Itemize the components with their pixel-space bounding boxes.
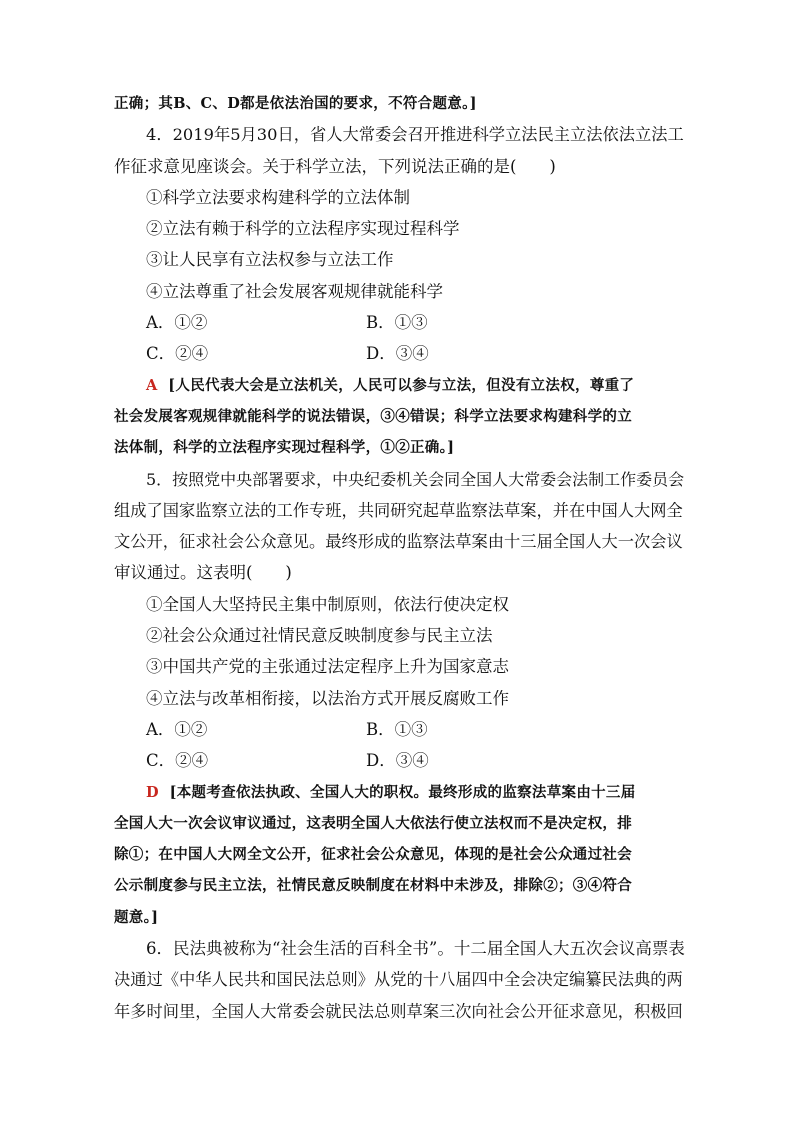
option-row bbox=[114, 745, 688, 776]
option-d: D．③④ bbox=[366, 344, 429, 364]
analysis-line: 社会发展客观规律就能科学的说法错误，③④错误；科学立法要求构建科学的立 bbox=[114, 407, 632, 425]
option-row bbox=[114, 338, 688, 369]
previous-analysis-tail: 正确；其B、C、D都是依法治国的要求，不符合题意。] bbox=[114, 95, 477, 112]
document-page bbox=[114, 88, 688, 1027]
analysis-line: 公示制度参与民主立法，社情民意反映制度在材料中未涉及，排除②；③④符合 bbox=[114, 877, 632, 895]
answer-letter: D bbox=[146, 783, 159, 801]
analysis-line: 题意。] bbox=[114, 908, 159, 926]
question-4 bbox=[114, 119, 688, 463]
question-stem-line: 6．民法典被称为“社会生活的百科全书”。十二届全国人大五次会议高票表 bbox=[146, 939, 685, 959]
question-6 bbox=[114, 933, 688, 1027]
statement-item: ①全国人大坚持民主集中制原则，依法行使决定权 bbox=[146, 594, 509, 614]
analysis-line: 除①；在中国人大网全文公开，征求社会公众意见，体现的是社会公众通过社会 bbox=[114, 846, 632, 864]
option-a: A．①② bbox=[146, 719, 208, 739]
option-d: D．③④ bbox=[366, 751, 429, 771]
option-c: C．②④ bbox=[146, 344, 209, 364]
analysis-text: [本题考查依法执政、全国人大的职权。最终形成的监察法草案由十三届 bbox=[169, 783, 636, 801]
option-row bbox=[114, 714, 688, 745]
statement-item: ①科学立法要求构建科学的立法体制 bbox=[146, 187, 410, 207]
analysis-line: 全国人大一次会议审议通过，这表明全国人大依法行使立法权而不是决定权，排 bbox=[114, 814, 632, 832]
option-row bbox=[114, 307, 688, 338]
statement-item: ②立法有赖于科学的立法程序实现过程科学 bbox=[146, 219, 460, 239]
question-stem-line: 决通过《中华人民共和国民法总则》从党的十八届四中全会决定编纂民法典的两 bbox=[114, 970, 683, 990]
question-stem-line: 审议通过。这表明( ) bbox=[114, 563, 292, 583]
statement-item: ④立法与改革相衔接，以法治方式开展反腐败工作 bbox=[146, 688, 509, 708]
option-b: B．①③ bbox=[366, 313, 428, 333]
question-stem-line: 5．按照党中央部署要求，中央纪委机关会同全国人大常委会法制工作委员会 bbox=[146, 469, 685, 489]
statement-item: ③让人民享有立法权参与立法工作 bbox=[146, 250, 394, 270]
question-stem-line: 文公开，征求社会公众意见。最终形成的监察法草案由十三届全国人大一次会议 bbox=[114, 532, 683, 552]
question-5 bbox=[114, 464, 688, 933]
option-c: C．②④ bbox=[146, 751, 209, 771]
statement-item: ③中国共产党的主张通过法定程序上升为国家意志 bbox=[146, 657, 509, 677]
analysis-line: 法体制，科学的立法程序实现过程科学，①②正确。] bbox=[114, 439, 455, 457]
statement-item: ④立法尊重了社会发展客观规律就能科学 bbox=[146, 281, 443, 301]
analysis-line bbox=[114, 370, 688, 401]
question-stem-line: 年多时间里，全国人大常委会就民法总则草案三次向社会公开征求意见，积极回 bbox=[114, 1001, 683, 1021]
option-a: A．①② bbox=[146, 313, 208, 333]
question-stem-line: 作征求意见座谈会。关于科学立法，下列说法正确的是( ) bbox=[114, 156, 556, 176]
question-stem-line: 组成了国家监察立法的工作专班，共同研究起草监察法草案，并在中国人大网全 bbox=[114, 500, 683, 520]
answer-letter: A bbox=[146, 376, 158, 394]
statement-item: ②社会公众通过社情民意反映制度参与民主立法 bbox=[146, 626, 493, 646]
option-b: B．①③ bbox=[366, 719, 428, 739]
analysis-text: [人民代表大会是立法机关，人民可以参与立法，但没有立法权，尊重了 bbox=[168, 376, 635, 394]
question-stem-line: 4．2019年5月30日，省人大常委会召开推进科学立法民主立法依法立法工 bbox=[146, 125, 684, 145]
analysis-line bbox=[114, 777, 688, 808]
